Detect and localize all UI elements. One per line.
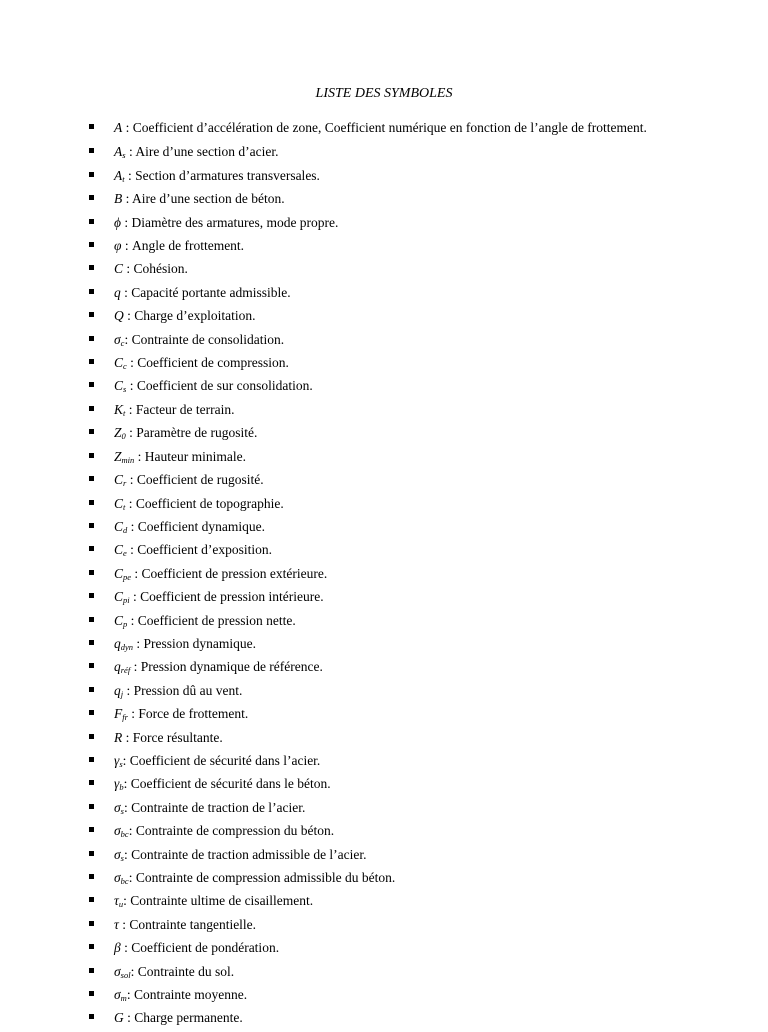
- symbol: F: [114, 706, 123, 722]
- symbol-subscript: s: [120, 852, 124, 863]
- symbol-list-item: [89, 213, 689, 236]
- symbol-subscript: t: [123, 501, 126, 512]
- symbol: Q: [114, 308, 124, 324]
- page-title: LISTE DES SYMBOLES: [315, 86, 453, 101]
- bullet-square-icon: [89, 640, 94, 645]
- symbol: q: [114, 284, 121, 300]
- symbol-description: : Coefficient de sécurité dans l’acier.: [122, 752, 321, 768]
- symbol-list-item: [89, 564, 689, 587]
- symbol-description: : Contrainte du sol.: [130, 963, 235, 979]
- symbol-subscript: r: [123, 478, 127, 489]
- symbol-subscript: réf: [120, 665, 131, 676]
- symbol-description: : Coefficient de pondération.: [120, 940, 280, 956]
- bullet-square-icon: [89, 687, 94, 692]
- symbol: C: [114, 518, 124, 534]
- symbol-subscript: bc: [120, 829, 129, 840]
- symbol: σ: [114, 823, 121, 839]
- symbol-list-item: [89, 681, 689, 704]
- symbol-subscript: 0: [121, 431, 126, 442]
- symbol-list-item: [89, 517, 689, 540]
- symbol-list-item: [89, 189, 689, 212]
- bullet-square-icon: [89, 242, 94, 247]
- bullet-square-icon: [89, 710, 94, 715]
- symbol: τ: [114, 893, 119, 909]
- symbol-description: : Facteur de terrain.: [125, 401, 235, 417]
- symbol: σ: [114, 987, 121, 1003]
- bullet-square-icon: [89, 476, 94, 481]
- symbol-description: : Contrainte ultime de cisaillement.: [123, 893, 314, 909]
- symbol-subscript: pe: [123, 571, 132, 582]
- symbol: C: [114, 612, 124, 628]
- symbol-description: : Capacité portante admissible.: [120, 284, 291, 300]
- symbol-subscript: m: [120, 993, 127, 1004]
- symbol: γ: [114, 776, 120, 792]
- symbol-list-item: [89, 423, 689, 446]
- symbol-list-item: [89, 540, 689, 563]
- symbol-list-item: [89, 330, 689, 353]
- symbol-description: : Aire d’une section d’acier.: [125, 144, 279, 160]
- symbol-list-item: [89, 400, 689, 423]
- symbol-list-item: [89, 447, 689, 470]
- symbol-description: : Force de frottement.: [127, 706, 249, 722]
- symbol-list: [89, 118, 689, 1032]
- symbol-list-item: [89, 704, 689, 727]
- symbol-list-item: [89, 774, 689, 797]
- symbol-subscript: t: [123, 407, 126, 418]
- symbol-subscript: pi: [123, 595, 130, 606]
- symbol: B: [114, 191, 123, 207]
- symbol-description: : Charge permanente.: [123, 1010, 243, 1026]
- bullet-square-icon: [89, 851, 94, 856]
- symbol: K: [114, 401, 124, 417]
- symbol-description: : Charge d’exploitation.: [123, 308, 256, 324]
- symbol-description: : Coefficient de pression intérieure.: [129, 589, 324, 605]
- symbol-subscript: j: [120, 688, 124, 699]
- symbol-subscript: dyn: [120, 641, 134, 652]
- symbol-list-item: [89, 353, 689, 376]
- symbol: φ: [114, 238, 122, 254]
- symbol-list-item: [89, 259, 689, 282]
- symbol-list-item: [89, 306, 689, 329]
- symbol-list-item: [89, 821, 689, 844]
- symbol: q: [114, 635, 121, 651]
- symbol-list-item: [89, 236, 689, 259]
- symbol: A: [114, 120, 123, 135]
- symbol-list-item: [89, 868, 689, 891]
- bullet-square-icon: [89, 500, 94, 505]
- symbol-description: : Contrainte de consolidation.: [124, 331, 285, 347]
- symbol-description: : Hauteur minimale.: [134, 448, 246, 464]
- symbol-description: : Contrainte tangentielle.: [118, 916, 257, 932]
- symbol-subscript: s: [120, 805, 124, 816]
- symbol-list-item: [89, 611, 689, 634]
- bullet-square-icon: [89, 921, 94, 926]
- bullet-square-icon: [89, 172, 94, 177]
- bullet-square-icon: [89, 734, 94, 739]
- bullet-square-icon: [89, 617, 94, 622]
- symbol-description: : Section d’armatures transversales.: [124, 167, 320, 183]
- symbol: σ: [114, 870, 121, 885]
- symbol-list-item: [89, 494, 689, 517]
- symbol: C: [114, 542, 124, 558]
- symbol-description: : Coefficient de rugosité.: [126, 472, 264, 488]
- symbol-list-item: [89, 845, 689, 868]
- symbol-list-item: [89, 751, 689, 774]
- bullet-square-icon: [89, 336, 94, 341]
- symbol-description: : Coefficient de sur consolidation.: [126, 378, 313, 394]
- symbol: A: [114, 144, 123, 160]
- bullet-square-icon: [89, 195, 94, 200]
- symbol: β: [114, 940, 121, 956]
- bullet-square-icon: [89, 780, 94, 785]
- bullet-square-icon: [89, 219, 94, 224]
- bullet-square-icon: [89, 874, 94, 879]
- bullet-square-icon: [89, 453, 94, 458]
- bullet-square-icon: [89, 570, 94, 575]
- symbol-list-item: [89, 938, 689, 961]
- symbol-description: : Coefficient dynamique.: [127, 518, 265, 534]
- bullet-square-icon: [89, 546, 94, 551]
- symbol: σ: [114, 963, 121, 979]
- symbol-subscript: d: [123, 524, 128, 535]
- symbol: τ: [114, 916, 119, 932]
- symbol-subscript: e: [123, 548, 127, 559]
- symbol-subscript: p: [123, 618, 128, 629]
- symbol-list-item: [89, 798, 689, 821]
- symbol: σ: [114, 799, 121, 815]
- bullet-square-icon: [89, 827, 94, 832]
- symbol-description: : Contrainte de compression du béton.: [128, 823, 335, 839]
- symbol-list-item: [89, 657, 689, 680]
- bullet-square-icon: [89, 804, 94, 809]
- symbol-subscript: c: [123, 361, 127, 372]
- bullet-square-icon: [89, 1014, 94, 1019]
- symbol-description: : Paramètre de rugosité.: [125, 425, 258, 441]
- symbol-description: : Diamètre des armatures, mode propre.: [121, 214, 339, 230]
- symbol-list-item: [89, 891, 689, 914]
- symbol-description: : Coefficient de compression.: [126, 355, 289, 371]
- symbol-list-item: [89, 634, 689, 657]
- symbol-description: : Angle de frottement.: [121, 238, 245, 254]
- symbol-description: : Coefficient d’exposition.: [126, 542, 273, 558]
- symbol-description: : Coefficient de pression nette.: [127, 612, 296, 628]
- symbol: G: [114, 1010, 124, 1026]
- symbol-subscript: b: [119, 782, 124, 793]
- bullet-square-icon: [89, 663, 94, 668]
- symbol-subscript: min: [121, 454, 135, 465]
- bullet-square-icon: [89, 312, 94, 317]
- symbol-list-item: [89, 142, 689, 165]
- symbol-description: : Coefficient de pression extérieure.: [131, 565, 328, 581]
- symbol: q: [114, 682, 121, 698]
- symbol-subscript: bc: [120, 876, 129, 886]
- symbol: σ: [114, 331, 121, 347]
- symbol-description: : Coefficient de topographie.: [125, 495, 284, 511]
- symbol: C: [114, 589, 124, 605]
- symbol-list-item: [89, 166, 689, 189]
- symbol: σ: [114, 846, 121, 862]
- symbol-list-item: [89, 587, 689, 610]
- bullet-square-icon: [89, 406, 94, 411]
- bullet-square-icon: [89, 124, 94, 129]
- symbol-subscript: s: [119, 758, 123, 769]
- symbol-subscript: sol: [120, 969, 131, 980]
- symbol: C: [114, 378, 124, 394]
- symbol-list-item: [89, 470, 689, 493]
- symbol: C: [114, 472, 124, 488]
- symbol: q: [114, 659, 121, 675]
- bullet-square-icon: [89, 991, 94, 996]
- symbol-description: : Coefficient d’accélération de zone, Coefficient numérique en fonction de l’angle de frottement.: [122, 120, 647, 135]
- symbol-description: : Force résultante.: [122, 729, 223, 745]
- bullet-square-icon: [89, 359, 94, 364]
- symbol-list-item: [89, 915, 689, 938]
- bullet-square-icon: [89, 289, 94, 294]
- symbol: ϕ: [114, 214, 121, 230]
- symbol: Z: [114, 425, 122, 441]
- symbol: C: [114, 565, 124, 581]
- symbol-description: : Aire d’une section de béton.: [122, 191, 285, 207]
- symbol: R: [114, 729, 123, 745]
- symbol-list-item: [89, 1008, 689, 1031]
- symbol-description: : Pression dynamique de référence.: [130, 659, 323, 675]
- symbol-list-item: [89, 118, 689, 141]
- symbol-description: : Contrainte moyenne.: [126, 987, 248, 1003]
- symbol: A: [114, 167, 123, 183]
- symbol: C: [114, 261, 124, 277]
- symbol-subscript: fr: [122, 712, 128, 723]
- bullet-square-icon: [89, 757, 94, 762]
- symbol-subscript: s: [123, 384, 127, 395]
- bullet-square-icon: [89, 265, 94, 270]
- symbol-subscript: t: [122, 173, 125, 184]
- symbol-description: : Pression dynamique.: [133, 635, 257, 651]
- bullet-square-icon: [89, 523, 94, 528]
- symbol-description: : Contrainte de compression admissible du béton.: [128, 870, 396, 885]
- symbol-list-item: [89, 283, 689, 306]
- symbol-subscript: s: [122, 150, 126, 161]
- symbol-description: : Contrainte de traction admissible de l’acier.: [123, 846, 367, 862]
- symbol-description: : Cohésion.: [123, 261, 188, 277]
- symbol: Z: [114, 448, 122, 464]
- bullet-square-icon: [89, 593, 94, 598]
- bullet-square-icon: [89, 897, 94, 902]
- symbol-description: : Coefficient de sécurité dans le béton.: [123, 776, 331, 792]
- symbol-description: : Contrainte de traction de l’acier.: [123, 799, 306, 815]
- symbol-description: : Pression dû au vent.: [123, 682, 243, 698]
- symbol-list-item: [89, 985, 689, 1008]
- symbol-list-item: [89, 962, 689, 985]
- symbol-list-item: [89, 728, 689, 751]
- symbol: C: [114, 355, 124, 371]
- symbol-subscript: u: [118, 899, 124, 910]
- symbol-subscript: c: [120, 337, 125, 348]
- bullet-square-icon: [89, 968, 94, 973]
- symbol-list-item: [89, 376, 689, 399]
- bullet-square-icon: [89, 148, 94, 153]
- bullet-square-icon: [89, 429, 94, 434]
- symbol: γ: [114, 752, 120, 768]
- symbol: C: [114, 495, 124, 511]
- bullet-square-icon: [89, 382, 94, 387]
- bullet-square-icon: [89, 944, 94, 949]
